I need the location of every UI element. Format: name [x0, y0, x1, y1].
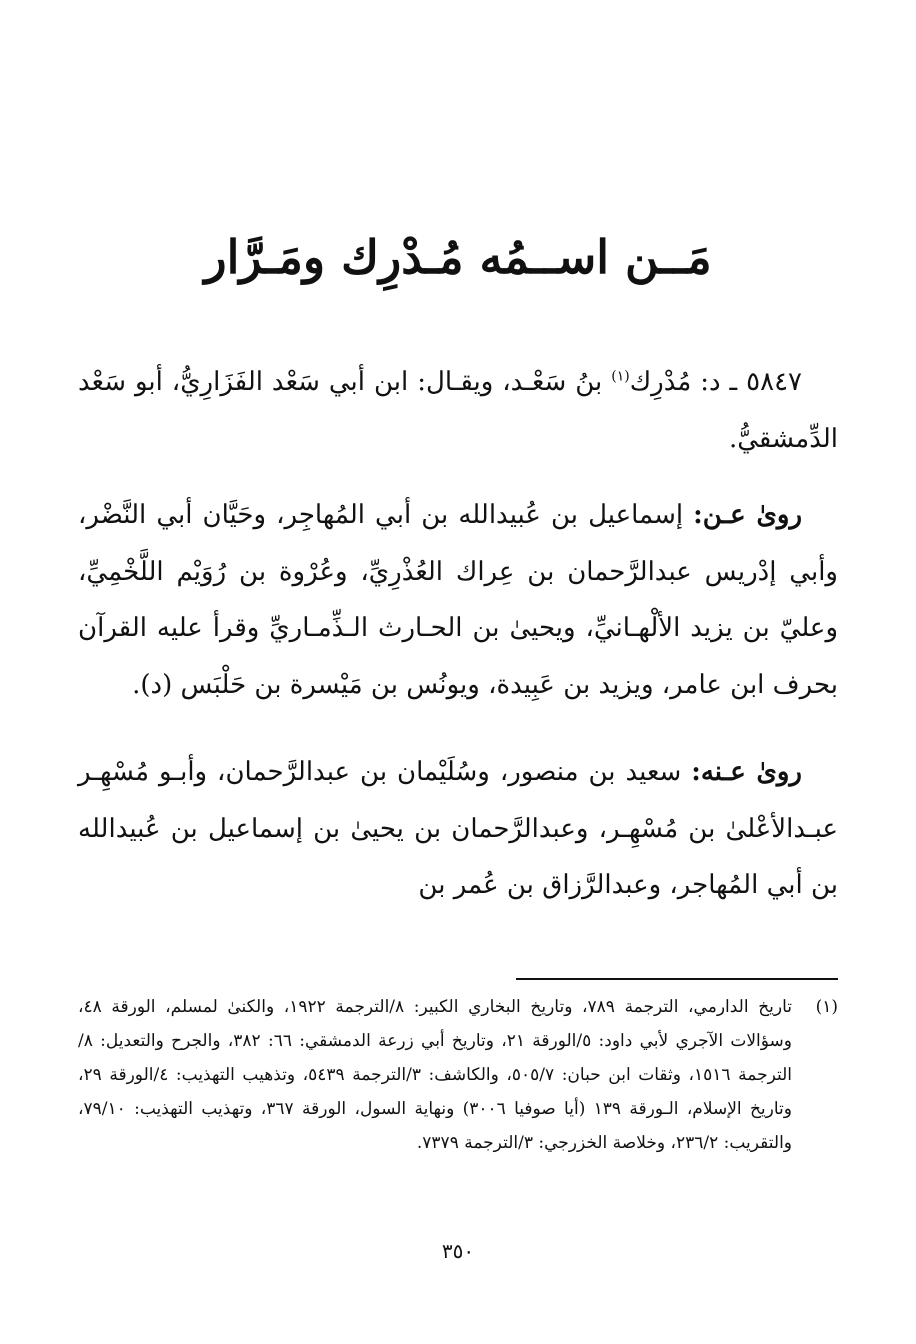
entry-prefix: ـ د:: [700, 367, 738, 397]
narrated-by-paragraph: [78, 744, 838, 914]
footnote-reference[interactable]: (١): [611, 368, 630, 385]
footnote: [78, 990, 838, 1160]
chapter-title: مَــن اســمُه مُـدْرِك ومَـرَّار: [204, 230, 712, 284]
narrated-from-label: روىٰ عـن:: [693, 500, 802, 530]
footnotes-section: [78, 990, 838, 1160]
footnote-divider: [516, 978, 838, 980]
entry-name: مُدْرِك: [629, 367, 692, 397]
footnote-text: تاريخ الدارمي، الترجمة ٧٨٩، وتاريخ البخاري الكبير: ٨/الترجمة ١٩٢٢، والكنىٰ لمسلم، الورقة ٤٨، وسؤالات الآجري لأبي داود: ٥/الورقة ٢١، وتاريخ أبي زرعة الدمشقي: ٦٦: ٣٨٢، والجرح والتعديل: ٨/الترجمة ١٥١٦، وثقات ابن حبان: ٥٠٥/٧، والكاشف: ٣/الترجمة ٥٤٣٩، وتذهيب التهذيب: ٤/الورقة ٢٩، وتاريخ الإسلام، الـورقة ١٣٩ (أيا صوفيا ٣٠٠٦) ونهاية السول، الورقة ٣٦٧، وتهذيب التهذيب: ٧٩/١٠، والتقريب: ٢٣٦/٢، وخلاصة الخزرجي: ٣/الترجمة ٧٣٧٩.: [78, 997, 793, 1153]
narrated-by-text: سعيد بن منصور، وسُلَيْمان بن عبدالرَّحمان، وأبـو مُسْهِـر عبـدالأعْلىٰ بن مُسْهِـر، وعبدالرَّحمان بن يحيىٰ بن إسماعيل بن عُبيدالله بن أبي المُهاجر، وعبدالرَّزاق بن عُمر بن: [78, 757, 838, 900]
narrated-from-paragraph: [78, 487, 838, 713]
entry-number: ٥٨٤٧: [746, 367, 802, 397]
narrated-from-text: إسماعيل بن عُبيدالله بن أبي المُهاجِر، وحَيَّان أبي النَّضْر، وأبي إدْريس عبدالرَّحمان بن عِراك العُذْرِيِّ، وعُرْوة بن رُوَيْم اللَّخْمِيِّ، وعليّ بن يزيد الألْهـانيِّ، ويحيىٰ بن الحـارث الـذِّمـاريِّ وقرأ عليه القرآن بحرف ابن عامر، ويزيد بن عَبِيدة، ويونُس بن مَيْسرة بن حَلْبَس (د).: [78, 500, 838, 700]
entry-paragraph: [78, 354, 838, 467]
entry-text: بنُ سَعْـد، ويقـال: ابن أبي سَعْد الفَزَارِيُّ، أبو سَعْد الدِّمشقيُّ.: [78, 367, 838, 454]
footnote-marker: (١): [815, 997, 838, 1017]
narrated-by-label: روىٰ عـنه:: [691, 757, 802, 787]
page-number: ٣٥٠: [441, 1239, 475, 1263]
